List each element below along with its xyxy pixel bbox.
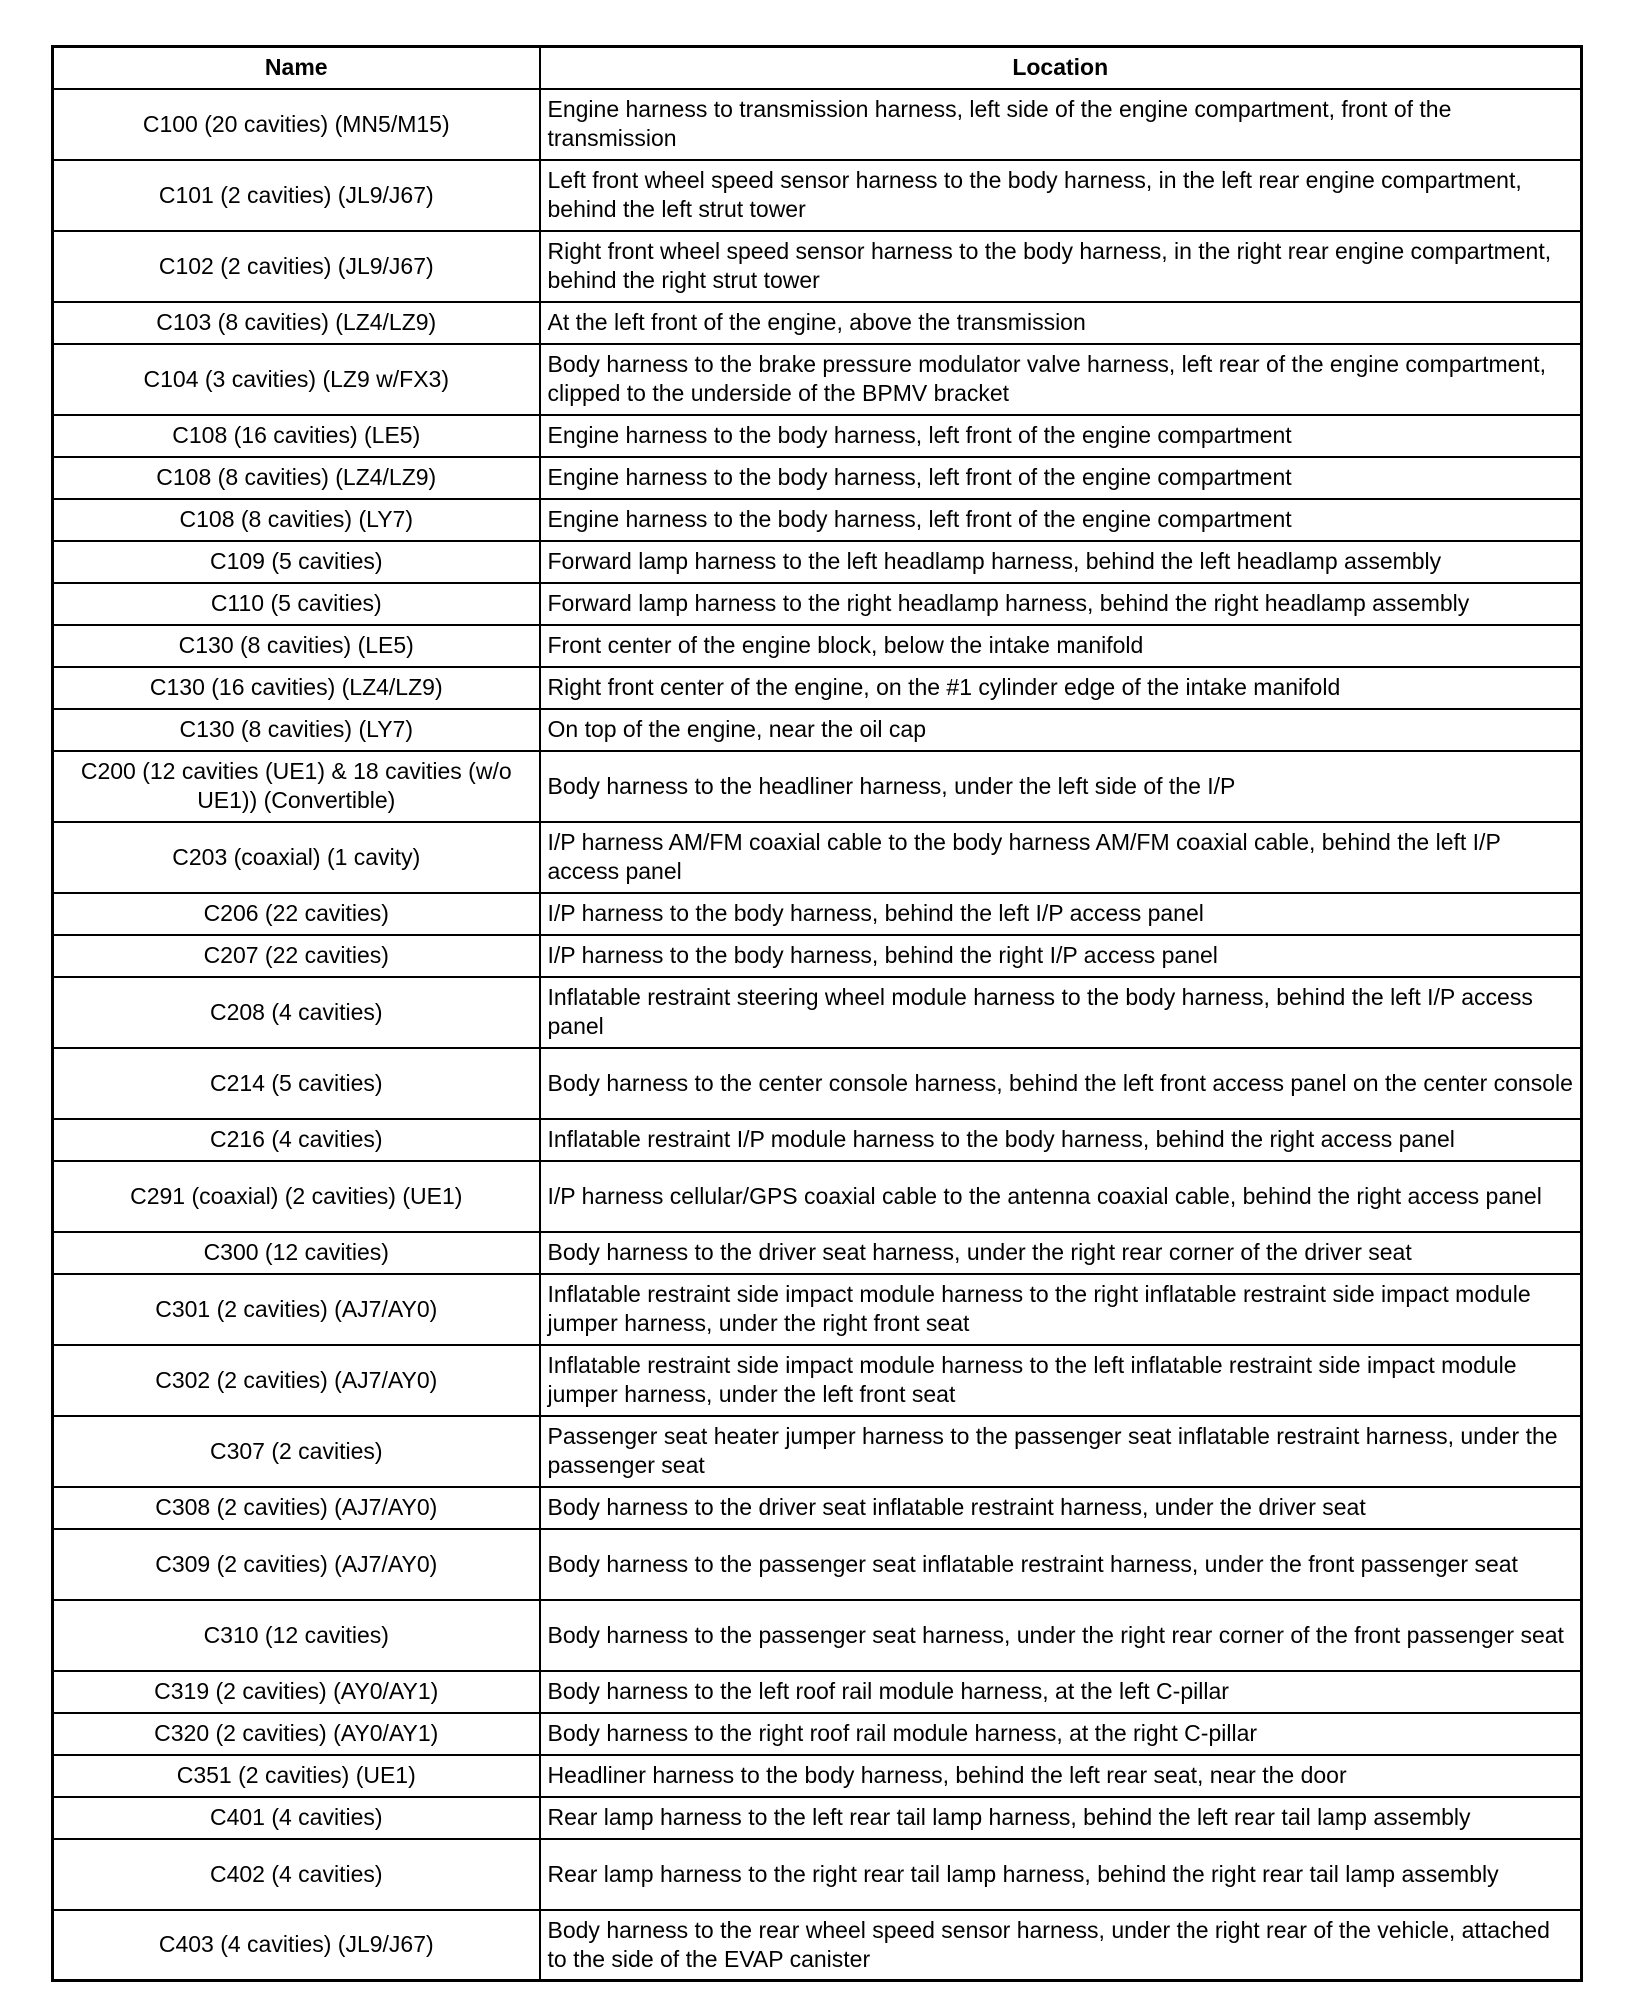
connector-location-cell: Body harness to the left roof rail module harness, at the left C-pillar: [540, 1671, 1582, 1713]
connector-location-cell: Body harness to the rear wheel speed sensor harness, under the right rear of the vehicle, attached to the side of the EVAP canister: [540, 1910, 1582, 1981]
connector-location-cell: Passenger seat heater jumper harness to the passenger seat inflatable restraint harness, under the passenger seat: [540, 1416, 1582, 1487]
connector-location-cell: Engine harness to the body harness, left front of the engine compartment: [540, 457, 1582, 499]
connector-location-cell: Front center of the engine block, below the intake manifold: [540, 625, 1582, 667]
connector-location-cell: I/P harness AM/FM coaxial cable to the body harness AM/FM coaxial cable, behind the left I/P access panel: [540, 822, 1582, 893]
connector-location-cell: Body harness to the right roof rail module harness, at the right C-pillar: [540, 1713, 1582, 1755]
connector-name-cell: C104 (3 cavities) (LZ9 w/FX3): [53, 344, 540, 415]
table-row: [53, 751, 1582, 822]
table-row: [53, 499, 1582, 541]
table-row: [53, 457, 1582, 499]
table-row: [53, 1797, 1582, 1839]
connector-name-cell: C108 (8 cavities) (LZ4/LZ9): [53, 457, 540, 499]
table-row: [53, 667, 1582, 709]
connector-name-cell: C309 (2 cavities) (AJ7/AY0): [53, 1529, 540, 1600]
connector-name-cell: C130 (8 cavities) (LY7): [53, 709, 540, 751]
connector-location-cell: Rear lamp harness to the right rear tail lamp harness, behind the right rear tail lamp assembly: [540, 1839, 1582, 1910]
table-row: [53, 1274, 1582, 1345]
connector-location-cell: I/P harness to the body harness, behind the right I/P access panel: [540, 935, 1582, 977]
connector-name-cell: C301 (2 cavities) (AJ7/AY0): [53, 1274, 540, 1345]
table-row: [53, 1232, 1582, 1274]
connector-name-cell: C319 (2 cavities) (AY0/AY1): [53, 1671, 540, 1713]
connector-name-cell: C310 (12 cavities): [53, 1600, 540, 1671]
connector-location-cell: Engine harness to the body harness, left front of the engine compartment: [540, 415, 1582, 457]
connector-name-cell: C308 (2 cavities) (AJ7/AY0): [53, 1487, 540, 1529]
table-row: [53, 160, 1582, 231]
table-row: [53, 1487, 1582, 1529]
connector-location-cell: Body harness to the brake pressure modulator valve harness, left rear of the engine compartment, clipped to the underside of the BPMV bracket: [540, 344, 1582, 415]
connector-location-cell: Left front wheel speed sensor harness to the body harness, in the left rear engine compartment, behind the left strut tower: [540, 160, 1582, 231]
table-row: [53, 1119, 1582, 1161]
connector-name-cell: C100 (20 cavities) (MN5/M15): [53, 89, 540, 160]
connector-name-cell: C102 (2 cavities) (JL9/J67): [53, 231, 540, 302]
connector-name-cell: C203 (coaxial) (1 cavity): [53, 822, 540, 893]
connector-location-cell: On top of the engine, near the oil cap: [540, 709, 1582, 751]
connector-location-cell: At the left front of the engine, above the transmission: [540, 302, 1582, 344]
connector-location-cell: Body harness to the passenger seat inflatable restraint harness, under the front passenger seat: [540, 1529, 1582, 1600]
connector-location-cell: Right front wheel speed sensor harness to the body harness, in the right rear engine compartment, behind the right strut tower: [540, 231, 1582, 302]
table-row: [53, 1529, 1582, 1600]
connector-name-cell: C320 (2 cavities) (AY0/AY1): [53, 1713, 540, 1755]
table-row: [53, 822, 1582, 893]
connector-name-cell: C110 (5 cavities): [53, 583, 540, 625]
connector-name-cell: C351 (2 cavities) (UE1): [53, 1755, 540, 1797]
connector-name-cell: C300 (12 cavities): [53, 1232, 540, 1274]
connector-location-cell: I/P harness to the body harness, behind the left I/P access panel: [540, 893, 1582, 935]
table-row: [53, 1048, 1582, 1119]
connector-name-cell: C291 (coaxial) (2 cavities) (UE1): [53, 1161, 540, 1232]
connector-name-cell: C109 (5 cavities): [53, 541, 540, 583]
connector-name-cell: C108 (8 cavities) (LY7): [53, 499, 540, 541]
connector-location-cell: Inflatable restraint I/P module harness to the body harness, behind the right access panel: [540, 1119, 1582, 1161]
table-row: [53, 344, 1582, 415]
connector-name-cell: C200 (12 cavities (UE1) & 18 cavities (w/o UE1)) (Convertible): [53, 751, 540, 822]
connector-table: [51, 45, 1583, 1982]
connector-location-cell: Forward lamp harness to the right headlamp harness, behind the right headlamp assembly: [540, 583, 1582, 625]
table-row: [53, 893, 1582, 935]
connector-location-cell: Body harness to the passenger seat harness, under the right rear corner of the front passenger seat: [540, 1600, 1582, 1671]
connector-location-cell: Engine harness to transmission harness, left side of the engine compartment, front of the transmission: [540, 89, 1582, 160]
table-row: [53, 709, 1582, 751]
table-body: [53, 89, 1582, 1981]
table-row: [53, 935, 1582, 977]
table-row: [53, 231, 1582, 302]
table-row: [53, 541, 1582, 583]
connector-name-cell: C207 (22 cavities): [53, 935, 540, 977]
connector-name-cell: C216 (4 cavities): [53, 1119, 540, 1161]
location-column-header: Location: [540, 47, 1582, 89]
connector-location-cell: Body harness to the center console harness, behind the left front access panel on the center console: [540, 1048, 1582, 1119]
connector-name-cell: C130 (16 cavities) (LZ4/LZ9): [53, 667, 540, 709]
connector-location-cell: I/P harness cellular/GPS coaxial cable to the antenna coaxial cable, behind the right access panel: [540, 1161, 1582, 1232]
connector-name-cell: C307 (2 cavities): [53, 1416, 540, 1487]
table-row: [53, 89, 1582, 160]
connector-name-cell: C206 (22 cavities): [53, 893, 540, 935]
table-row: [53, 1713, 1582, 1755]
table-row: [53, 1161, 1582, 1232]
table-row: [53, 583, 1582, 625]
connector-location-cell: Body harness to the driver seat harness, under the right rear corner of the driver seat: [540, 1232, 1582, 1274]
name-column-header: Name: [53, 47, 540, 89]
table-row: [53, 625, 1582, 667]
table-row: [53, 1910, 1582, 1981]
connector-name-cell: C103 (8 cavities) (LZ4/LZ9): [53, 302, 540, 344]
connector-location-cell: Body harness to the driver seat inflatable restraint harness, under the driver seat: [540, 1487, 1582, 1529]
connector-name-cell: C401 (4 cavities): [53, 1797, 540, 1839]
table-row: [53, 1345, 1582, 1416]
table-row: [53, 415, 1582, 457]
table-row: [53, 1755, 1582, 1797]
header-row: [53, 47, 1582, 89]
table-row: [53, 1839, 1582, 1910]
table-row: [53, 302, 1582, 344]
connector-location-cell: Right front center of the engine, on the #1 cylinder edge of the intake manifold: [540, 667, 1582, 709]
connector-location-cell: Inflatable restraint steering wheel module harness to the body harness, behind the left I/P access panel: [540, 977, 1582, 1048]
connector-location-cell: Headliner harness to the body harness, behind the left rear seat, near the door: [540, 1755, 1582, 1797]
connector-name-cell: C130 (8 cavities) (LE5): [53, 625, 540, 667]
connector-name-cell: C208 (4 cavities): [53, 977, 540, 1048]
connector-name-cell: C108 (16 cavities) (LE5): [53, 415, 540, 457]
connector-location-cell: Engine harness to the body harness, left front of the engine compartment: [540, 499, 1582, 541]
connector-location-cell: Inflatable restraint side impact module harness to the left inflatable restraint side impact module jumper harness, under the left front seat: [540, 1345, 1582, 1416]
connector-name-cell: C403 (4 cavities) (JL9/J67): [53, 1910, 540, 1981]
connector-location-cell: Rear lamp harness to the left rear tail lamp harness, behind the left rear tail lamp assembly: [540, 1797, 1582, 1839]
table-row: [53, 1416, 1582, 1487]
table-row: [53, 977, 1582, 1048]
connector-location-cell: Body harness to the headliner harness, under the left side of the I/P: [540, 751, 1582, 822]
connector-name-cell: C101 (2 cavities) (JL9/J67): [53, 160, 540, 231]
connector-name-cell: C214 (5 cavities): [53, 1048, 540, 1119]
connector-name-cell: C402 (4 cavities): [53, 1839, 540, 1910]
connector-location-cell: Inflatable restraint side impact module harness to the right inflatable restraint side impact module jumper harness, under the right front seat: [540, 1274, 1582, 1345]
table-row: [53, 1600, 1582, 1671]
connector-name-cell: C302 (2 cavities) (AJ7/AY0): [53, 1345, 540, 1416]
connector-location-cell: Forward lamp harness to the left headlamp harness, behind the left headlamp assembly: [540, 541, 1582, 583]
table-row: [53, 1671, 1582, 1713]
